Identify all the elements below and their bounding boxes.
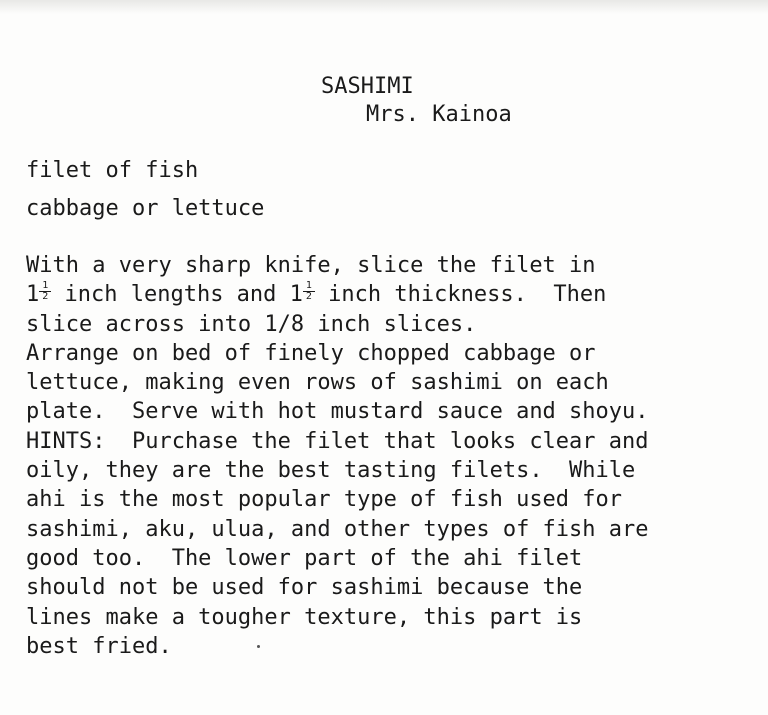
ingredient-list: [26, 152, 264, 228]
hints-line: good too. The lower part of the ahi filet: [26, 545, 583, 571]
recipe-title: SASHIMI: [321, 74, 414, 99]
fraction-denominator: 2: [42, 291, 49, 303]
instruction-line: plate. Serve with hot mustard sauce and shoyu.: [26, 399, 649, 425]
recipe-author: Mrs. Kainoa: [366, 102, 512, 127]
hints-line: should not be used for sashimi because the: [26, 575, 583, 601]
instruction-text: inch thickness. Then: [314, 282, 607, 308]
ink-speck: [257, 645, 260, 648]
fraction-half: [303, 281, 315, 302]
instruction-line: slice across into 1/8 inch slices.: [26, 311, 477, 337]
instructions: [26, 251, 649, 661]
instruction-text: 1: [26, 282, 40, 308]
fraction-numerator: 1: [39, 281, 51, 292]
fraction-denominator: 2: [305, 291, 312, 303]
paper-shadow: [0, 0, 768, 14]
instruction-line: Arrange on bed of finely chopped cabbage or: [26, 340, 596, 366]
instruction-line: [26, 280, 649, 309]
ingredient-item: filet of fish: [26, 158, 199, 183]
instruction-line: lettuce, making even rows of sashimi on each: [26, 370, 609, 396]
hints-line: HINTS: Purchase the filet that looks clear and: [26, 428, 649, 454]
hints-line: best fried.: [26, 633, 172, 659]
ingredient-item: cabbage or lettuce: [26, 196, 265, 221]
fraction-half: [39, 281, 51, 302]
hints-line: lines make a tougher texture, this part is: [26, 604, 583, 630]
hints-line: ahi is the most popular type of fish used for: [26, 487, 623, 513]
hints-line: oily, they are the best tasting filets. While: [26, 458, 636, 484]
instruction-line: With a very sharp knife, slice the filet in: [26, 253, 596, 278]
hints-line: sashimi, aku, ulua, and other types of fish are: [26, 516, 649, 542]
instruction-text: inch lengths and 1: [51, 282, 303, 308]
fraction-numerator: 1: [303, 281, 315, 292]
